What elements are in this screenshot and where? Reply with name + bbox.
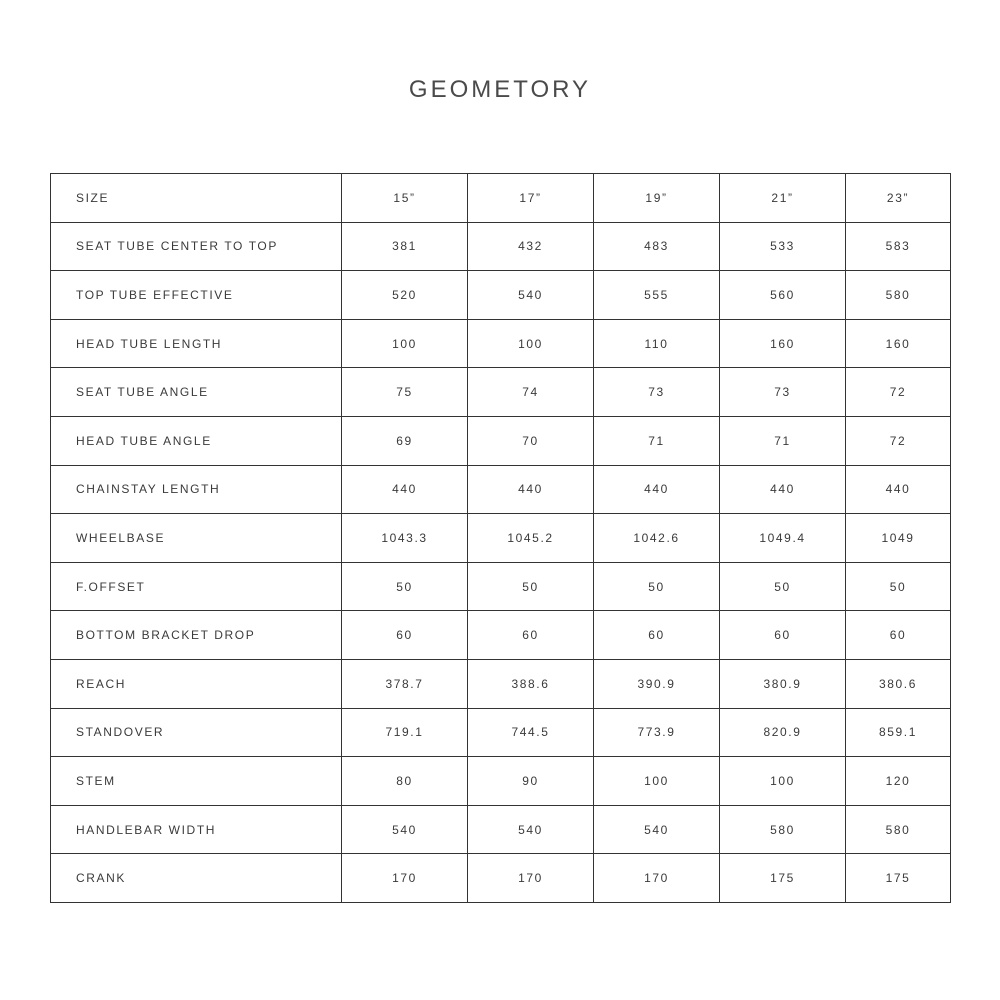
value-cell: 773.9 [594, 708, 720, 757]
value-cell: 100 [720, 757, 846, 806]
value-cell: 50 [594, 562, 720, 611]
value-cell: 73 [594, 368, 720, 417]
value-cell: 381 [342, 222, 468, 271]
value-cell: 380.6 [846, 659, 951, 708]
value-cell: 540 [342, 805, 468, 854]
size-header-cell: 19” [594, 174, 720, 223]
value-cell: 175 [720, 854, 846, 903]
table-header-row [51, 174, 951, 223]
value-cell: 583 [846, 222, 951, 271]
table-row [51, 271, 951, 320]
row-label: WHEELBASE [51, 514, 342, 563]
value-cell: 50 [846, 562, 951, 611]
value-cell: 170 [342, 854, 468, 903]
value-cell: 90 [468, 757, 594, 806]
value-cell: 80 [342, 757, 468, 806]
table-row [51, 757, 951, 806]
geometry-table-body [51, 174, 951, 903]
value-cell: 390.9 [594, 659, 720, 708]
value-cell: 540 [468, 805, 594, 854]
table-row [51, 514, 951, 563]
value-cell: 69 [342, 416, 468, 465]
value-cell: 160 [846, 319, 951, 368]
value-cell: 1049 [846, 514, 951, 563]
value-cell: 100 [594, 757, 720, 806]
value-cell: 170 [594, 854, 720, 903]
value-cell: 60 [846, 611, 951, 660]
value-cell: 50 [342, 562, 468, 611]
value-cell: 560 [720, 271, 846, 320]
size-header-cell: 23” [846, 174, 951, 223]
value-cell: 100 [342, 319, 468, 368]
size-header-cell: 17” [468, 174, 594, 223]
value-cell: 380.9 [720, 659, 846, 708]
value-cell: 60 [342, 611, 468, 660]
value-cell: 70 [468, 416, 594, 465]
value-cell: 72 [846, 416, 951, 465]
value-cell: 71 [720, 416, 846, 465]
value-cell: 75 [342, 368, 468, 417]
table-row [51, 708, 951, 757]
value-cell: 1045.2 [468, 514, 594, 563]
value-cell: 60 [720, 611, 846, 660]
value-cell: 859.1 [846, 708, 951, 757]
value-cell: 160 [720, 319, 846, 368]
value-cell: 483 [594, 222, 720, 271]
value-cell: 170 [468, 854, 594, 903]
value-cell: 440 [342, 465, 468, 514]
value-cell: 440 [468, 465, 594, 514]
value-cell: 100 [468, 319, 594, 368]
row-label: HANDLEBAR WIDTH [51, 805, 342, 854]
value-cell: 820.9 [720, 708, 846, 757]
row-label: CRANK [51, 854, 342, 903]
value-cell: 74 [468, 368, 594, 417]
value-cell: 719.1 [342, 708, 468, 757]
table-row [51, 319, 951, 368]
value-cell: 540 [594, 805, 720, 854]
value-cell: 540 [468, 271, 594, 320]
value-cell: 378.7 [342, 659, 468, 708]
page-title: GEOMETORY [408, 76, 592, 103]
table-row [51, 805, 951, 854]
row-label: SEAT TUBE CENTER TO TOP [51, 222, 342, 271]
value-cell: 580 [846, 805, 951, 854]
row-label: HEAD TUBE ANGLE [51, 416, 342, 465]
value-cell: 175 [846, 854, 951, 903]
row-label: SEAT TUBE ANGLE [51, 368, 342, 417]
geometry-table [50, 173, 951, 903]
value-cell: 50 [468, 562, 594, 611]
value-cell: 72 [846, 368, 951, 417]
table-row [51, 854, 951, 903]
row-label: BOTTOM BRACKET DROP [51, 611, 342, 660]
table-row [51, 562, 951, 611]
row-label: REACH [51, 659, 342, 708]
value-cell: 1049.4 [720, 514, 846, 563]
value-cell: 520 [342, 271, 468, 320]
size-header-label: SIZE [51, 174, 342, 223]
value-cell: 533 [720, 222, 846, 271]
value-cell: 60 [468, 611, 594, 660]
size-header-cell: 15” [342, 174, 468, 223]
value-cell: 555 [594, 271, 720, 320]
value-cell: 60 [594, 611, 720, 660]
row-label: STEM [51, 757, 342, 806]
row-label: HEAD TUBE LENGTH [51, 319, 342, 368]
row-label: CHAINSTAY LENGTH [51, 465, 342, 514]
value-cell: 1042.6 [594, 514, 720, 563]
value-cell: 440 [594, 465, 720, 514]
row-label: F.OFFSET [51, 562, 342, 611]
value-cell: 580 [720, 805, 846, 854]
table-row [51, 368, 951, 417]
value-cell: 110 [594, 319, 720, 368]
value-cell: 388.6 [468, 659, 594, 708]
value-cell: 440 [720, 465, 846, 514]
value-cell: 440 [846, 465, 951, 514]
size-header-cell: 21” [720, 174, 846, 223]
value-cell: 432 [468, 222, 594, 271]
value-cell: 744.5 [468, 708, 594, 757]
value-cell: 580 [846, 271, 951, 320]
table-row [51, 659, 951, 708]
value-cell: 71 [594, 416, 720, 465]
value-cell: 73 [720, 368, 846, 417]
row-label: TOP TUBE EFFECTIVE [51, 271, 342, 320]
table-row [51, 465, 951, 514]
table-row [51, 611, 951, 660]
table-row [51, 416, 951, 465]
value-cell: 50 [720, 562, 846, 611]
value-cell: 1043.3 [342, 514, 468, 563]
row-label: STANDOVER [51, 708, 342, 757]
table-row [51, 222, 951, 271]
value-cell: 120 [846, 757, 951, 806]
